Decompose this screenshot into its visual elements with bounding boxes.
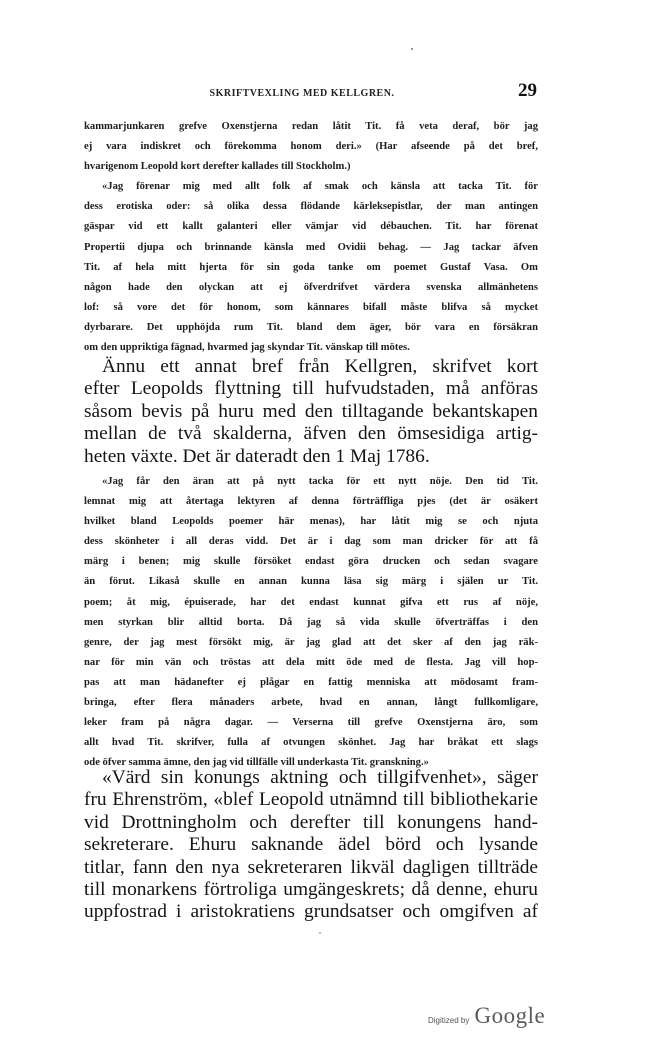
- google-logo-text: Google: [474, 1003, 546, 1028]
- text-line: «Jag förenar mig med allt folk af smak och känsla att tacka Tit. för: [102, 181, 538, 193]
- text-line: pas att man hädanefter ej plågar en fattig menniska att mödosamt fram-: [84, 676, 538, 688]
- text-line: uppfostrad i aristokratiens grundsatser och omgifven af: [84, 901, 538, 923]
- text-line: dess erotiska oder: så olika dessa flödande kärleksepistlar, der man antingen: [84, 201, 538, 213]
- text-line: leker fram på några dagar. — Verserna till grefve Oxenstjerna äro, som: [84, 717, 538, 729]
- text-line: heten växte. Det är dateradt den 1 Maj 1786.: [84, 445, 430, 467]
- text-line: ej vara indiskret och förekomma honom deri.» (Har afseende på det bref,: [84, 141, 538, 153]
- text-line: men styrkan blir alltid borta. Då jag så vida skulle öfverträffas i den: [84, 616, 538, 628]
- letter-excerpt-middle: [84, 472, 538, 773]
- running-head: SKRIFTVEXLING MED KELLGREN.: [209, 88, 395, 99]
- text-line: dyrbarare. Det upphöjda rum Tit. bland dem äger, bör vara en försäkran: [84, 321, 538, 333]
- text-line: poem; åt mig, épuiserade, har det endast kunnat gifva ett rus af nöje,: [84, 596, 538, 608]
- text-line: vid Drottningholm och derefter till konungens hand-: [84, 811, 538, 833]
- body-paragraph-2: [84, 767, 538, 924]
- page-number: 29: [518, 80, 537, 101]
- text-line: sekreterare. Ehuru saknande ädel börd och lysande: [84, 834, 538, 856]
- text-line: efter Leopolds flyttning till hufvudstaden, må anföras: [84, 378, 538, 400]
- text-line: än förut. Likaså skulle en annan kunna läsa sig märg i själen ur Tit.: [84, 576, 538, 588]
- text-line: märg i benen; mig skulle försöket endast göra drucken och sedan svagare: [84, 556, 538, 568]
- text-line: allt hvad Tit. skrifver, fulla af otvungen skönhet. Jag har bråkat ett slags: [84, 737, 538, 749]
- text-line: mellan de två skalderna, äfven den ömsesidiga artig-: [84, 423, 538, 445]
- text-line: lof: så vore det för honom, som kännares bifall måste blifva så mycket: [84, 301, 538, 313]
- text-line: nar för min vän och tröstas att dela mitt öde med de flesta. Jag vill hop-: [84, 656, 538, 668]
- text-line: Propertii djupa och brinnande känsla med Ovidii behag. — Jag tackar äfven: [84, 241, 538, 253]
- digitized-by-label: Digitized by: [428, 1016, 470, 1025]
- text-line: lemnat mig att återtaga lektyren af denna förträffliga pjes (det är osäkert: [84, 496, 538, 508]
- letter-excerpt-top: [84, 117, 538, 358]
- text-line: bringa, efter flera månaders arbete, hvad en annan, långt fullkomligare,: [84, 697, 538, 709]
- text-line: om den uppriktiga fägnad, hvarmed jag skyndar Tit. vänskap till mötes.: [84, 342, 410, 354]
- text-line: till monarkens förtroliga umgängeskrets; då denne, ehuru: [84, 879, 538, 901]
- text-line: såsom bevis på huru med den tilltagande bekantskapen: [84, 400, 538, 422]
- text-line: hvilket bland Leopolds poemer här menas), har låtit mig se och njuta: [84, 516, 538, 528]
- text-line: gäspar vid ett kallt galanteri eller vämjar vid débauchen. Tit. har förenat: [84, 221, 538, 233]
- text-line: kammarjunkaren grefve Oxenstjerna redan låtit Tit. få veta deraf, bör jag: [84, 121, 538, 132]
- text-line: «Jag får den äran att på nytt tacka för ett nytt nöje. Den tid Tit.: [102, 476, 538, 487]
- text-line: någon hade den olyckan att ej öfverdrifvet värdera svenska allmänhetens: [84, 281, 538, 293]
- text-line: Ännu ett annat bref från Kellgren, skrifvet kort: [102, 356, 538, 377]
- text-line: «Värd sin konungs aktning och tillgifvenhet», säger: [102, 767, 538, 788]
- text-line: hvarigenom Leopold kort derefter kallades till Stockholm.): [84, 161, 351, 173]
- text-line: genre, der jag mest försökt mig, är jag glad att det sker af den jag räk-: [84, 636, 538, 648]
- scan-speck: [411, 48, 413, 50]
- text-line: Tit. af hela mitt hjerta för sin goda tanke om poemet Gustaf Vasa. Om: [84, 261, 538, 273]
- text-line: ode öfver samma ämne, den jag vid tillfälle vill underkasta Tit. granskning.»: [84, 757, 429, 769]
- body-paragraph-1: [84, 356, 538, 468]
- digitized-by-google-watermark: [428, 1003, 545, 1033]
- text-line: titlar, fann den nya sekreteraren likväl dagligen tillträde: [84, 856, 538, 878]
- text-line: dess skönheter i all deras vidd. Det är i dag som man dricker för att få: [84, 536, 538, 548]
- scan-speck: [319, 932, 321, 934]
- text-line: fru Ehrenström, «blef Leopold utnämnd till bibliothekarie: [84, 789, 538, 811]
